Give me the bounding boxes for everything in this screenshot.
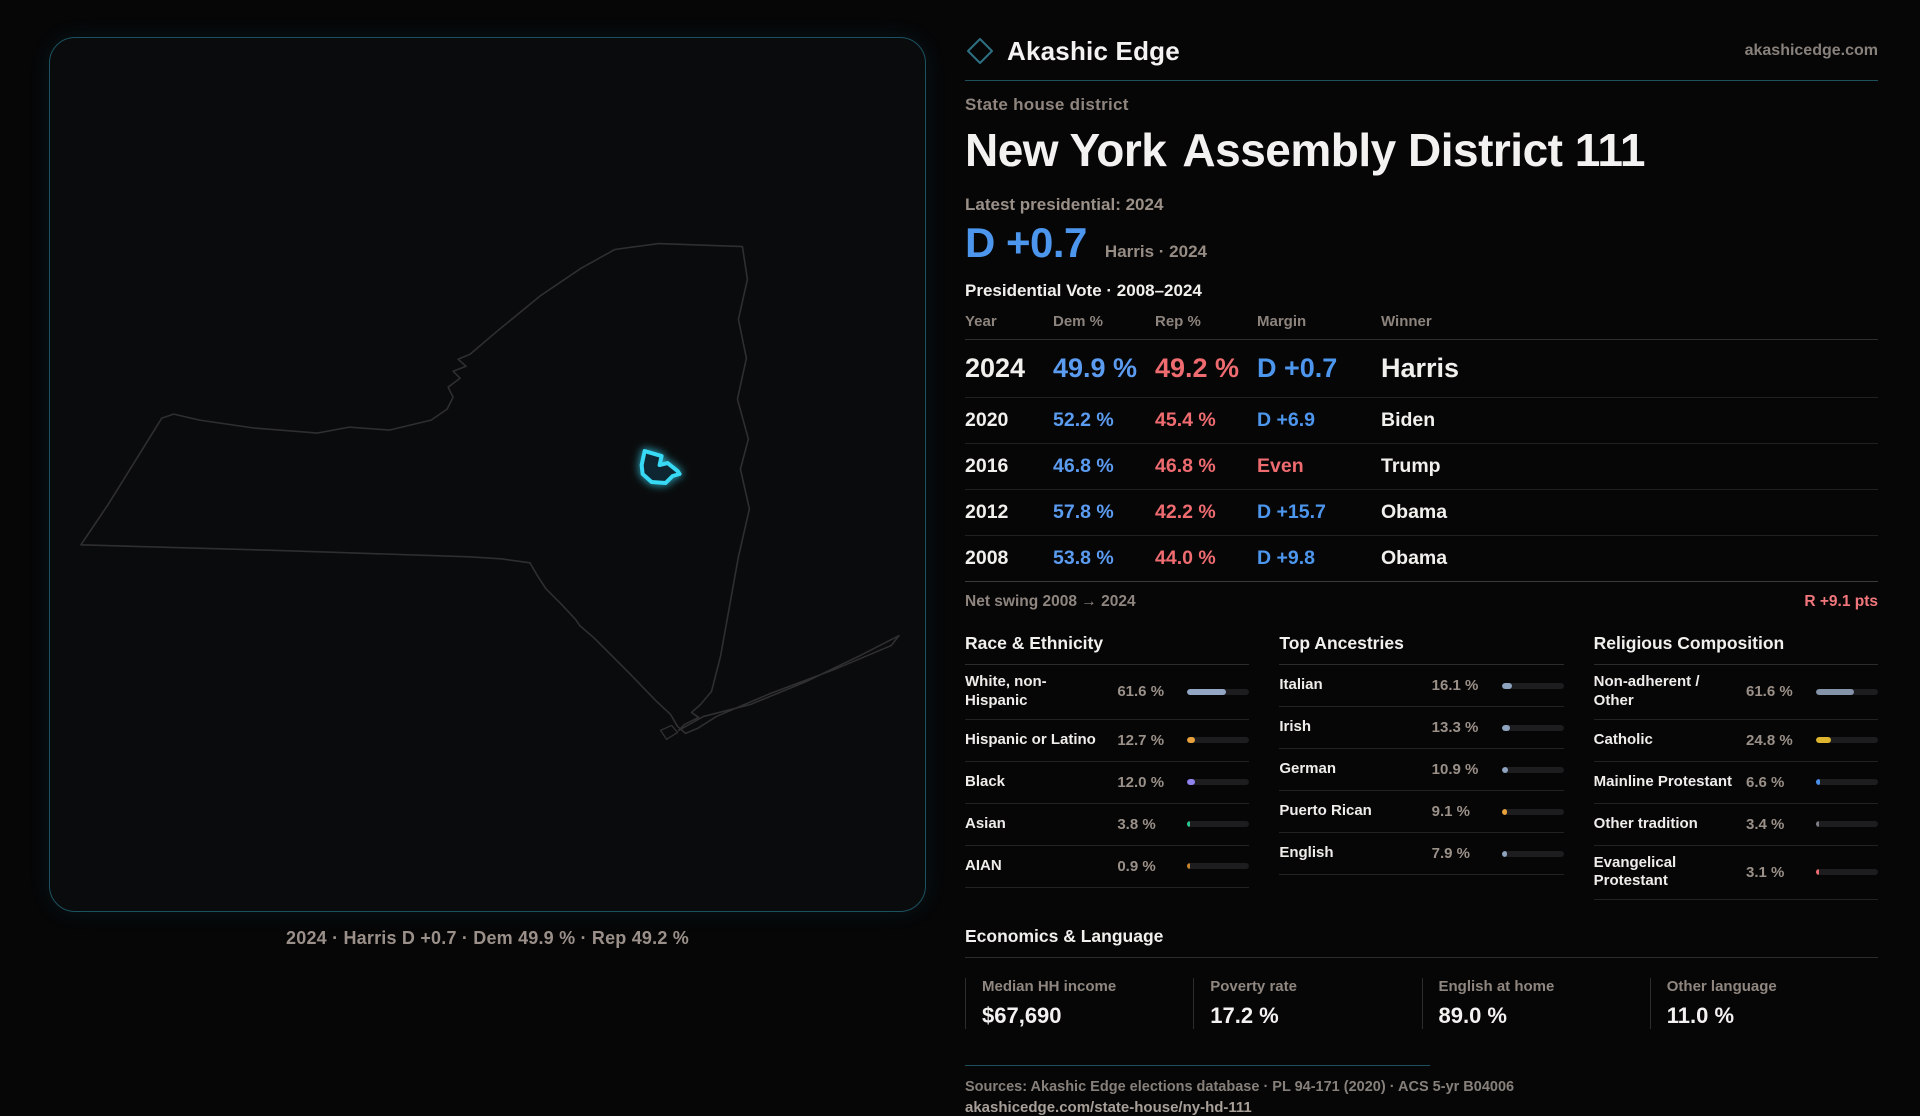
demographic-group: [965, 633, 1249, 900]
row-margin: D +0.7: [1257, 353, 1338, 383]
demographic-bar-fill: [1502, 851, 1507, 857]
demographic-row: [965, 762, 1249, 804]
economic-stat-label: Other language: [1666, 978, 1777, 995]
pres-vote-table-header: [965, 313, 1878, 340]
demographic-row: [1279, 665, 1563, 707]
demographic-bar: [1816, 869, 1878, 875]
demographic-group-title: Religious Composition: [1594, 633, 1878, 665]
demographic-row: [1279, 833, 1563, 875]
economic-stat: [1193, 978, 1421, 1029]
demographic-value: 13.3 %: [1431, 719, 1479, 736]
demographic-value: 24.8 %: [1746, 731, 1793, 749]
col-dem: Dem %: [1053, 313, 1104, 330]
row-year: 2016: [965, 455, 1009, 477]
demographic-bar-fill: [1187, 689, 1225, 695]
row-rep-pct: 42.2 %: [1155, 501, 1216, 523]
demographic-bar: [1187, 737, 1249, 743]
row-winner: Trump: [1381, 455, 1441, 477]
demographic-label: Puerto Rican: [1279, 802, 1372, 820]
demographic-label: English: [1279, 844, 1334, 862]
row-dem-pct: 57.8 %: [1053, 501, 1114, 523]
row-margin: D +15.7: [1257, 501, 1326, 523]
headline-margin-note: Harris · 2024: [1104, 242, 1207, 261]
demographic-bar: [1187, 821, 1249, 827]
demographic-row: [1279, 749, 1563, 791]
economics-title: Economics & Language: [965, 926, 1878, 958]
economic-stat: [965, 978, 1193, 1029]
demographic-value: 61.6 %: [1117, 683, 1165, 701]
latest-presidential-label: Latest presidential: 2024: [965, 195, 1164, 214]
demographic-value: 3.1 %: [1746, 863, 1785, 881]
demographic-label: Black: [965, 772, 1006, 790]
col-rep: Rep %: [1155, 313, 1201, 330]
demographic-value: 6.6 %: [1746, 773, 1785, 791]
header-divider: [965, 80, 1878, 81]
table-row: [965, 340, 1878, 398]
demographic-label: Mainline Protestant: [1593, 772, 1733, 790]
net-swing-value: R +9.1 pts: [1804, 593, 1878, 610]
row-year: 2020: [965, 409, 1009, 431]
demographic-bar-fill: [1187, 779, 1194, 785]
demographic-group-title: Race & Ethnicity: [965, 633, 1249, 665]
demographic-value: 16.1 %: [1431, 677, 1479, 694]
table-row: [965, 490, 1878, 536]
row-dem-pct: 52.2 %: [1053, 409, 1114, 431]
demographic-label: German: [1279, 760, 1337, 778]
demographic-bar-fill: [1187, 737, 1195, 743]
economics-stats-row: [965, 978, 1878, 1029]
demographic-row: [1279, 791, 1563, 833]
row-dem-pct: 46.8 %: [1053, 455, 1114, 477]
demographic-bar-fill: [1187, 821, 1190, 827]
pres-vote-table-title: Presidential Vote · 2008–2024: [965, 281, 1202, 300]
demographic-value: 7.9 %: [1431, 845, 1471, 862]
demographic-value: 3.8 %: [1117, 815, 1156, 833]
demographic-row: [1594, 804, 1878, 846]
row-margin: D +6.9: [1257, 409, 1315, 431]
demographic-row: [1594, 665, 1878, 720]
row-winner: Harris: [1381, 353, 1460, 383]
footer: [965, 1065, 1878, 1116]
demographic-value: 3.4 %: [1746, 815, 1785, 833]
page-title: [965, 123, 1878, 177]
demographic-row: [965, 720, 1249, 762]
economic-stat-label: English at home: [1438, 978, 1555, 995]
demographic-row: [965, 804, 1249, 846]
economic-stat-value: 11.0 %: [1666, 1003, 1735, 1028]
demographic-group: [1594, 633, 1878, 900]
demographic-bar: [1502, 809, 1564, 815]
demographic-label: Hispanic or Latino: [965, 730, 1096, 748]
ny-state-outline: [81, 244, 899, 734]
demographic-bar: [1502, 767, 1564, 773]
district-111-shape[interactable]: [642, 451, 680, 483]
row-rep-pct: 45.4 %: [1155, 409, 1216, 431]
col-year: Year: [965, 313, 997, 330]
footer-divider: [965, 1065, 1430, 1066]
demographic-value: 0.9 %: [1117, 857, 1156, 875]
economic-stat-value: 17.2 %: [1210, 1003, 1279, 1028]
row-winner: Biden: [1381, 409, 1436, 431]
demographic-bar-fill: [1816, 737, 1831, 743]
demographics-grid: [965, 633, 1878, 900]
demographic-bar-fill: [1816, 821, 1819, 827]
page-title-district: Assembly District 111: [1182, 124, 1645, 176]
demographic-bar: [1502, 851, 1564, 857]
diamond-logo-icon: [965, 36, 995, 66]
brand-name: Akashic Edge: [1007, 35, 1180, 66]
economic-stat-label: Poverty rate: [1210, 978, 1297, 995]
district-type-kicker: State house district: [965, 95, 1129, 114]
header-bar: [965, 30, 1878, 72]
net-swing-label: Net swing 2008 → 2024: [965, 593, 1136, 610]
demographic-bar-fill: [1816, 779, 1820, 785]
demographic-label: Italian: [1279, 676, 1323, 694]
permalink[interactable]: akashicedge.com/state-house/ny-hd-111: [965, 1099, 1252, 1116]
demographic-bar: [1502, 683, 1564, 689]
demographic-label: Catholic: [1593, 730, 1653, 748]
demographic-bar-fill: [1187, 863, 1190, 869]
demographic-bar: [1187, 863, 1249, 869]
demographic-bar-fill: [1502, 683, 1512, 689]
demographic-bar: [1502, 725, 1564, 731]
economic-stat-value: $67,690: [982, 1003, 1062, 1028]
demographic-row: [965, 846, 1249, 888]
row-year: 2012: [965, 501, 1009, 523]
demographic-value: 12.0 %: [1117, 773, 1165, 791]
state-map-panel: [49, 37, 926, 912]
row-winner: Obama: [1381, 547, 1448, 569]
demographic-row: [965, 665, 1249, 720]
brand-domain-link[interactable]: akashicedge.com: [1744, 42, 1878, 59]
demographic-bar-fill: [1502, 767, 1509, 773]
row-margin: D +9.8: [1257, 547, 1315, 569]
demographic-row: [1279, 707, 1563, 749]
demographic-row: [1594, 846, 1878, 901]
demographic-row: [1594, 762, 1878, 804]
demographic-bar: [1187, 689, 1249, 695]
pres-vote-table-body: [965, 340, 1878, 582]
row-winner: Obama: [1381, 501, 1448, 523]
table-row: [965, 398, 1878, 444]
row-rep-pct: 49.2 %: [1155, 353, 1240, 383]
demographic-bar: [1816, 689, 1878, 695]
demographic-bar-fill: [1502, 725, 1510, 731]
demographic-bar-fill: [1816, 689, 1854, 695]
demographic-label: Other tradition: [1593, 814, 1698, 832]
demographic-bar: [1816, 737, 1878, 743]
staten-island-outline: [661, 725, 678, 739]
map-caption: 2024 · Harris D +0.7 · Dem 49.9 % · Rep 49.2 %: [286, 928, 689, 948]
economic-stat: [1650, 978, 1878, 1029]
row-dem-pct: 49.9 %: [1053, 353, 1138, 383]
row-rep-pct: 44.0 %: [1155, 547, 1216, 569]
headline-margin-value: D +0.7: [965, 219, 1087, 266]
sources-line: Sources: Akashic Edge elections database · PL 94-171 (2020) · ACS 5-yr B04006: [965, 1079, 1515, 1095]
row-rep-pct: 46.8 %: [1155, 455, 1216, 477]
demographic-bar: [1187, 779, 1249, 785]
ny-state-map: [50, 38, 925, 911]
demographic-label: Irish: [1279, 718, 1312, 736]
economic-stat: [1422, 978, 1650, 1029]
demographic-group-title: Top Ancestries: [1279, 633, 1563, 665]
demographic-bar: [1816, 821, 1878, 827]
economic-stat-value: 89.0 %: [1438, 1003, 1507, 1028]
demographic-label: Non-adherent / Other: [1593, 673, 1700, 709]
demographic-value: 12.7 %: [1117, 731, 1165, 749]
row-margin: Even: [1257, 455, 1304, 477]
row-dem-pct: 53.8 %: [1053, 547, 1114, 569]
demographic-value: 9.1 %: [1431, 803, 1471, 820]
net-swing-row: [965, 593, 1878, 611]
page-title-state: New York: [965, 124, 1167, 176]
demographic-group: [1279, 633, 1563, 900]
demographic-label: White, non-Hispanic: [965, 673, 1047, 709]
demographic-bar-fill: [1816, 869, 1819, 875]
district-report: [965, 30, 1878, 1116]
table-row: [965, 536, 1878, 582]
demographic-label: AIAN: [965, 856, 1002, 874]
demographic-row: [1594, 720, 1878, 762]
demographic-bar: [1816, 779, 1878, 785]
demographic-label: Asian: [965, 814, 1006, 832]
headline-margin: [965, 219, 1878, 267]
demographic-value: 10.9 %: [1431, 761, 1479, 778]
demographic-label: Evangelical Protestant: [1593, 853, 1677, 890]
col-winner: Winner: [1381, 313, 1432, 330]
col-margin: Margin: [1257, 313, 1307, 330]
demographic-value: 61.6 %: [1746, 683, 1793, 701]
demographic-bar-fill: [1502, 809, 1508, 815]
economic-stat-label: Median HH income: [982, 978, 1117, 995]
row-year: 2024: [965, 353, 1026, 383]
row-year: 2008: [965, 547, 1009, 569]
table-row: [965, 444, 1878, 490]
